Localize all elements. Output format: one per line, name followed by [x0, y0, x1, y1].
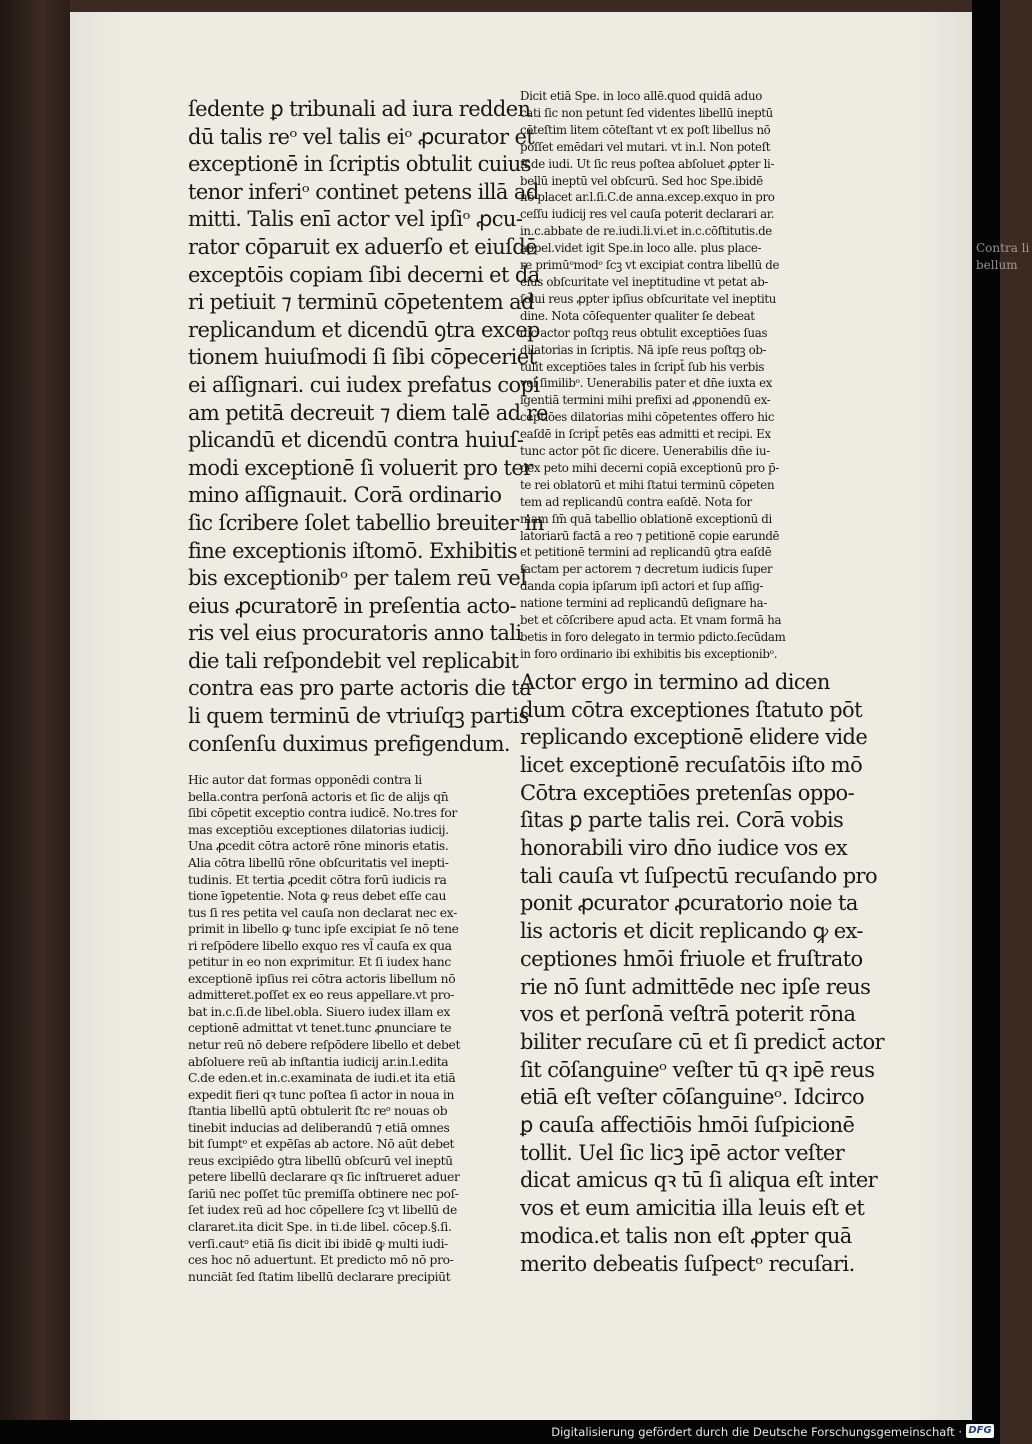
text-line: ſolui reus ꝓpter ipſius obſcuritate vel ineptitu: [520, 291, 777, 306]
text-line: danda copia ipſarum ipſi actori et ſup aſſig-: [520, 579, 764, 594]
text-line: verſi.cautᵒ etiā ſis dicit ibi ibidē ꝙ multi iudi-: [188, 1236, 448, 1251]
text-line: tione īꝯpetentie. Nota ꝙ reus debet eſſe cau: [188, 889, 447, 904]
text-line: ri petiuit ⁊ terminū cōpetentem ad: [188, 290, 534, 315]
text-line: licet exceptionē recuſatōis iſto mō: [520, 752, 863, 777]
right-commentary: [520, 88, 812, 663]
text-line: mam ſm̄ quā tabellio oblationē exceptionū di: [520, 511, 772, 526]
text-line: betis in foro delegato in termio pdicto.ſecūdam: [520, 630, 786, 644]
text-line: plicandū et dicendū contra huiuſ-: [188, 428, 524, 453]
text-line: tali cauſa vt ſuſpectū recuſando pro: [520, 863, 878, 888]
text-line: ris vel eius procuratoris anno tali: [188, 621, 522, 646]
text-line: ſedente ꝑ tribunali ad iura redden: [188, 97, 531, 121]
text-line: eaſdē in ſcript̄ petēs eas admitti et recipi. Ex: [520, 427, 771, 442]
text-line: Dicit etiā Spe. in loco allē.quod quidā aduo: [520, 89, 762, 103]
text-line: eius ꝓcuratorē in preſentia acto-: [188, 593, 517, 618]
text-line: tunc actor pōt ſic dicere. Uenerabilis dn̄e iu-: [520, 444, 770, 459]
text-line: bis exceptionibᵒ per talem reū vel: [188, 566, 527, 591]
text-line: reus excipiēdo ꝯtra libellū obſcurū vel ineptū: [188, 1153, 453, 1168]
text-line: etiā eſt veſter cōſanguineᵒ. Idcirco: [520, 1085, 865, 1110]
text-line: ri reſpōdere libello exquo res vl̄ cauſa ex qua: [188, 938, 452, 953]
text-line: dū talis reᵒ vel talis eiᵒ ꝓcurator et: [188, 124, 535, 149]
text-line: ſet iudex reū ad hoc cōpellere ſcꝫ vt libellū de: [188, 1203, 457, 1218]
text-line: Cōtra exceptiōes pretenſas oppo-: [520, 780, 855, 805]
text-line: Una ꝓcedit cōtra actorē rōne minoris etatis.: [188, 839, 449, 854]
text-line: ces hoc nō aduertunt. Et predicto mō nō pro-: [188, 1253, 454, 1268]
text-line: tus ſi res petita vel cauſa non declarat nec ex-: [188, 905, 457, 920]
text-line: Actor ergo in termino ad dicen: [520, 669, 830, 694]
text-line: mas exceptiōu exceptiones dilatorias iudicij.: [188, 822, 449, 837]
text-line: in foro ordinario ibi exhibitis bis exceptionibᵒ.: [520, 646, 778, 661]
text-line: contra eas pro parte actoris die ta: [188, 676, 532, 701]
text-line: petere libellū declarare qꝛ ſic inſtrueret aduer: [188, 1170, 460, 1185]
text-line: modi exceptionē ſi voluerit pro ter: [188, 455, 533, 480]
right-column: [520, 88, 884, 1278]
text-line: ſtantia libellū aptū obtulerit ſtc reᵒ nouas ob: [188, 1104, 448, 1119]
text-line: ceptiōes dilatorias mihi cōpetentes offero hic: [520, 410, 775, 425]
text-line: exceptionē in ſcriptis obtulit cuius: [188, 152, 531, 177]
text-line: ceſſu iudicij res vel cauſa poterit declarari ar.: [520, 207, 775, 222]
text-line: clararet.ita dicit Spe. in ti.de libel. cōcep.§.ſi.: [188, 1220, 452, 1235]
text-line: li quem terminū de vtriuſqꝫ partis: [188, 704, 529, 729]
text-line: cati ſic non petunt ſed videntes libellū ineptū: [520, 105, 773, 120]
text-line: die tali reſpondebit vel replicabit: [188, 648, 519, 673]
text-line: appel.videt igit Spe.in loco alle. plus place-: [520, 241, 762, 256]
text-line: vos et eum amicitia illa leuis eſt et: [520, 1196, 865, 1221]
text-line: tudinis. Et tertia ꝓcedit cōtra forū iudicis ra: [188, 872, 447, 887]
footer-bar: [0, 1420, 1000, 1444]
bleed-through-text: [976, 240, 1032, 274]
text-line: ſariū nec poſſet tūc premiſſa obtinere nec poſ-: [188, 1186, 459, 1201]
text-line: re primūᵒmodᵒ ſcꝫ vt excipiat contra libellū de: [520, 258, 780, 273]
text-line: vel ſimilibᵒ. Uenerabilis pater et dn̄e iuxta ex: [520, 376, 773, 391]
text-line: et petitionē termini ad replicandū ꝯtra eaſdē: [520, 545, 772, 560]
text-line: replicando exceptionē elidere vide: [520, 725, 868, 750]
left-main-text: [188, 96, 548, 758]
text-line: factam per actorem ⁊ decretum iudicis ſuper: [520, 562, 773, 577]
scan-background-right: [972, 0, 1000, 1444]
text-line: am petitā decreuit ⁊ diem talē ad re: [188, 400, 548, 425]
text-line: ꝑ cauſa affectiōis hmōi ſuſpicionē: [520, 1113, 855, 1138]
text-line: replicandum et dicendū ꝯtra excep: [188, 317, 540, 342]
text-line: poſſet emēdari vel mutari. vt in.l. Non poteſt: [520, 139, 771, 154]
text-line: dum cōtra exceptiones ſtatuto pōt: [520, 697, 862, 722]
text-line: bella.contra perſonā actoris et ſic de alijs qn̄: [188, 789, 449, 804]
text-line: in.c.abbate de re.iudi.li.vi.et in.c.cōſtitutis.de: [520, 224, 772, 239]
text-line: dilatorias in ſcriptis. Nā ipſe reus poſtqꝫ ob-: [520, 342, 767, 357]
text-line: expedit fieri qꝛ tunc poſtea ſi actor in noua in: [188, 1087, 455, 1102]
text-line: rator cōparuit ex aduerſo et eiuſdē: [188, 234, 537, 259]
text-line: ſibi cōpetit exceptio contra iudicē. No.tres for: [188, 806, 457, 821]
text-line: te rei oblatorū et mihi ſtatui terminū cōpeten: [520, 477, 775, 492]
text-line: honorabili viro dn̄o iudice vos ex: [520, 836, 848, 861]
text-line: dic actor poſtqꝫ reus obtulit exceptiōes ſuas: [520, 325, 768, 340]
text-line: nō placet ar.l.ſi.C.de anna.excep.exquo in pro: [520, 190, 775, 205]
text-line: tenor inferiᵒ continet petens illā ad: [188, 179, 539, 204]
text-line: conſenſu duximus prefigendum.: [188, 731, 510, 756]
text-line: dex peto mihi decerni copiā exceptionū pro p̄-: [520, 460, 780, 475]
text-line: fine exceptionis iſtomō. Exhibitis: [188, 538, 518, 563]
text-line: admitteret.poſſet ex eo reus appellare.vt pro-: [188, 988, 455, 1003]
text-line: dicat amicus qꝛ tū ſi aliqua eſt inter: [520, 1168, 878, 1193]
text-line: petitur in eo non exprimitur. Et ſi iudex hanc: [188, 955, 451, 970]
text-line: bat in.c.ſi.de libel.obla. Siuero iudex illam ex: [188, 1004, 450, 1019]
text-line: ponit ꝓcurator ꝓcuratorio noie ta: [520, 891, 858, 916]
right-main-text: [520, 669, 884, 1278]
left-commentary: [188, 772, 472, 1285]
text-line: exceptionē ipſius rei cōtra actoris libellum nō: [188, 971, 456, 986]
text-line: ff.de iudi. Ut ſic reus poſtea abſoluet ꝓpter li-: [520, 156, 775, 171]
text-line: bellū ineptū vel obſcurū. Sed hoc Spe.ibidē: [520, 173, 763, 188]
text-line: vos et perſonā veſtrā poterit rōna: [520, 1002, 856, 1027]
text-line: tulit exceptiōes tales in ſcript̄ ſub his verbis: [520, 359, 765, 374]
dfg-logo: DFG: [966, 1424, 994, 1438]
text-line: tem ad replicandū contra eaſdē. Nota for: [520, 494, 752, 509]
text-line: primit in libello ꝙ tunc ipſe excipiat ſe nō tene: [188, 922, 459, 937]
footer-caption: Digitalisierung gefördert durch die Deutsche Forschungsgemeinschaft ·: [551, 1425, 962, 1439]
text-line: nunciāt ſed ſtatim libellū declarare precipiūt: [188, 1269, 451, 1284]
text-line: natione termini ad replicandū deſignare ha-: [520, 596, 767, 611]
text-line: mino aſſignauit. Corā ordinario: [188, 483, 502, 508]
text-line: netur reū nō debere reſpōdere libello et debet: [188, 1038, 461, 1052]
text-line: ceptiones hmōi friuole et fruſtrato: [520, 946, 863, 971]
text-line: ſic ſcribere ſolet tabellio breuiter in: [188, 510, 544, 535]
text-line: ei aſſignari. cui iudex prefatus copi: [188, 372, 540, 397]
text-line: Alia cōtra libellū rōne obſcuritatis vel inepti-: [188, 855, 449, 870]
text-line: bet et cōſcribere apud acta. Et vnam formā ha: [520, 613, 782, 628]
text-line: exceptōis copiam ſibi decerni et da: [188, 262, 540, 287]
text-line: Hic autor dat formas opponēdi contra li: [188, 773, 422, 788]
text-line: modica.et talis non eſt ꝓpter quā: [520, 1223, 852, 1248]
text-line: biliter recuſare cū et ſi predict̄ actor: [520, 1029, 884, 1054]
scan-background-left: [0, 0, 70, 1444]
text-line: eius obſcuritate vel ineptitudine vt petat ab-: [520, 274, 769, 289]
text-line: tollit. Uel ſic licꝫ ipē actor veſter: [520, 1140, 845, 1165]
text-line: igentiā termini mihi prefixi ad ꝓponendū ex-: [520, 393, 771, 408]
text-line: abſoluere reū ab inſtantia iudicij ar.in.l.edita: [188, 1054, 449, 1069]
text-line: latoriarū factā a reo ⁊ petitionē copie earundē: [520, 528, 780, 543]
bleed-line: bellum: [976, 258, 1018, 272]
text-line: rie nō ſunt admittēde nec ipſe reus: [520, 974, 871, 999]
left-column: [188, 96, 548, 1285]
text-line: merito debeatis ſuſpectᵒ recuſari.: [520, 1251, 855, 1276]
text-line: dine. Nota cōſequenter qualiter ſe debeat: [520, 308, 755, 323]
text-line: tionem huiuſmodi ſi ſibi cōpeceriet: [188, 345, 537, 370]
text-line: mitti. Talis enī actor vel ipſiᵒ ꝓcu-: [188, 207, 523, 232]
text-line: ſit cōſanguineᵒ veſter tū qꝛ ipē reus: [520, 1057, 875, 1082]
text-line: C.de eden.et in.c.examinata de iudi.et ita etiā: [188, 1071, 456, 1086]
text-line: bit ſumptᵒ et expēſas ab actore. Nō aūt debet: [188, 1137, 455, 1152]
text-line: ceptionē admittat vt tenet.tunc ꝓnunciare te: [188, 1021, 452, 1036]
text-line: tinebit inducias ad deliberandū ⁊ etiā omnes: [188, 1120, 450, 1135]
text-line: lis actoris et dicit replicando ꝙ ex-: [520, 919, 863, 944]
text-line: ſitas ꝑ parte talis rei. Corā vobis: [520, 808, 844, 833]
bleed-line: Contra li: [976, 241, 1030, 255]
text-line: cōteſtim litem cōteſtant vt ex poſt libellus nō: [520, 122, 771, 137]
